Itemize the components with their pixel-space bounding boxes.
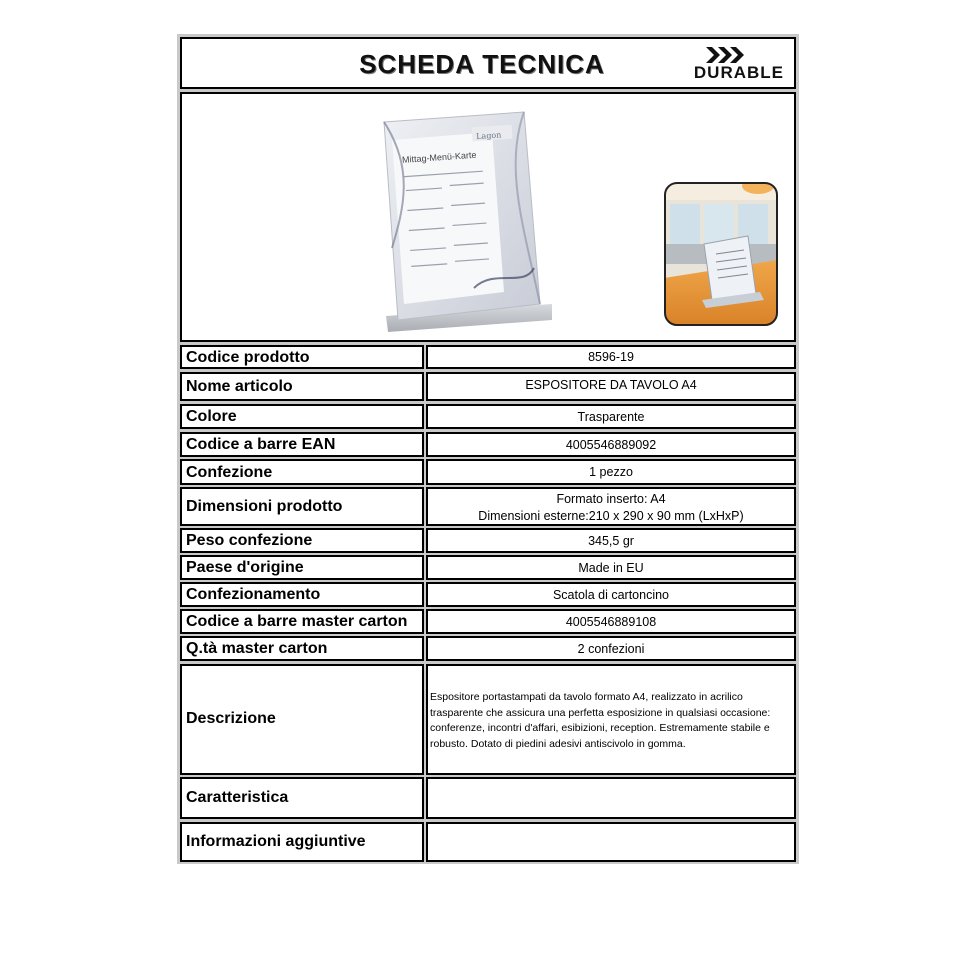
row-label: Colore: [186, 408, 237, 425]
row-value: 4005546889092: [565, 438, 657, 452]
row-label: Confezione: [186, 464, 273, 481]
label-cell: [180, 528, 424, 553]
row-label: Q.tà master carton: [186, 640, 328, 657]
brand-name: DURABLE: [693, 63, 784, 82]
header-box: [180, 37, 796, 89]
value-cell: [426, 636, 796, 661]
page-title: SCHEDA TECNICA: [359, 49, 605, 79]
row-value: 4005546889108: [565, 615, 657, 629]
row-label: Dimensioni prodotto: [186, 498, 343, 515]
label-cell: [180, 582, 424, 607]
label-cell: [180, 636, 424, 661]
value-cell: [426, 555, 796, 580]
label-cell: [180, 609, 424, 634]
label-cell: [180, 664, 424, 775]
value-cell: [426, 528, 796, 553]
row-value-line1: Formato inserto: A4: [556, 492, 666, 506]
data-sheet: [177, 34, 799, 864]
value-cell: [426, 345, 796, 369]
value-cell: [426, 822, 796, 862]
lifestyle-photo: [664, 182, 778, 326]
row-value: 1 pezzo: [589, 465, 633, 479]
value-cell: [426, 777, 796, 819]
row-label: Confezionamento: [186, 586, 321, 603]
durable-chevrons-icon: [706, 47, 746, 63]
durable-logo: [660, 47, 784, 83]
value-cell: [426, 432, 796, 457]
product-logo-text: Lagon: [475, 130, 502, 142]
row-label: Peso confezione: [186, 532, 313, 549]
value-cell: [426, 664, 796, 775]
row-value: ESPOSITORE DA TAVOLO A4: [525, 378, 697, 392]
row-value: 345,5 gr: [588, 534, 634, 548]
label-cell: [180, 345, 424, 369]
label-cell: [180, 372, 424, 401]
row-label: Descrizione: [186, 710, 276, 727]
label-cell: [180, 555, 424, 580]
row-label: Codice prodotto: [186, 349, 310, 366]
label-cell: [180, 822, 424, 862]
row-value: Made in EU: [578, 561, 644, 575]
label-cell: [180, 404, 424, 429]
row-label: Paese d'origine: [186, 559, 304, 576]
value-cell: [426, 372, 796, 401]
row-label: Codice a barre master carton: [186, 613, 408, 630]
label-cell: [180, 487, 424, 526]
row-value-line2: Dimensioni esterne:210 x 290 x 90 mm (LxHxP): [478, 509, 744, 523]
product-panel-title: Mittag-Menü-Karte: [401, 149, 477, 165]
label-cell: [180, 777, 424, 819]
row-label: Informazioni aggiuntive: [186, 833, 366, 850]
value-cell: [426, 459, 796, 485]
product-image: [374, 98, 554, 338]
row-label: Nome articolo: [186, 378, 293, 395]
value-cell: [426, 487, 796, 526]
row-value: 8596-19: [588, 350, 634, 364]
value-cell: [426, 404, 796, 429]
image-box: [180, 92, 796, 342]
label-cell: [180, 432, 424, 457]
row-value: Scatola di cartoncino: [552, 588, 670, 602]
row-label: Caratteristica: [186, 789, 289, 806]
value-cell: [426, 609, 796, 634]
value-cell: [426, 582, 796, 607]
label-cell: [180, 459, 424, 485]
row-label: Codice a barre EAN: [186, 436, 336, 453]
row-value: Trasparente: [577, 410, 645, 424]
row-value: 2 confezioni: [577, 642, 645, 656]
row-description: Espositore portastampati da tavolo formato A4, realizzato in acrilico trasparente che assicura una perfetta esposizione in qualsiasi occasione: conferenze, incontri d'affari, esibizioni, reception. Estremamente stabile e robusto. Dotato di piedini adesivi antiscivolo in gomma.: [430, 691, 771, 750]
